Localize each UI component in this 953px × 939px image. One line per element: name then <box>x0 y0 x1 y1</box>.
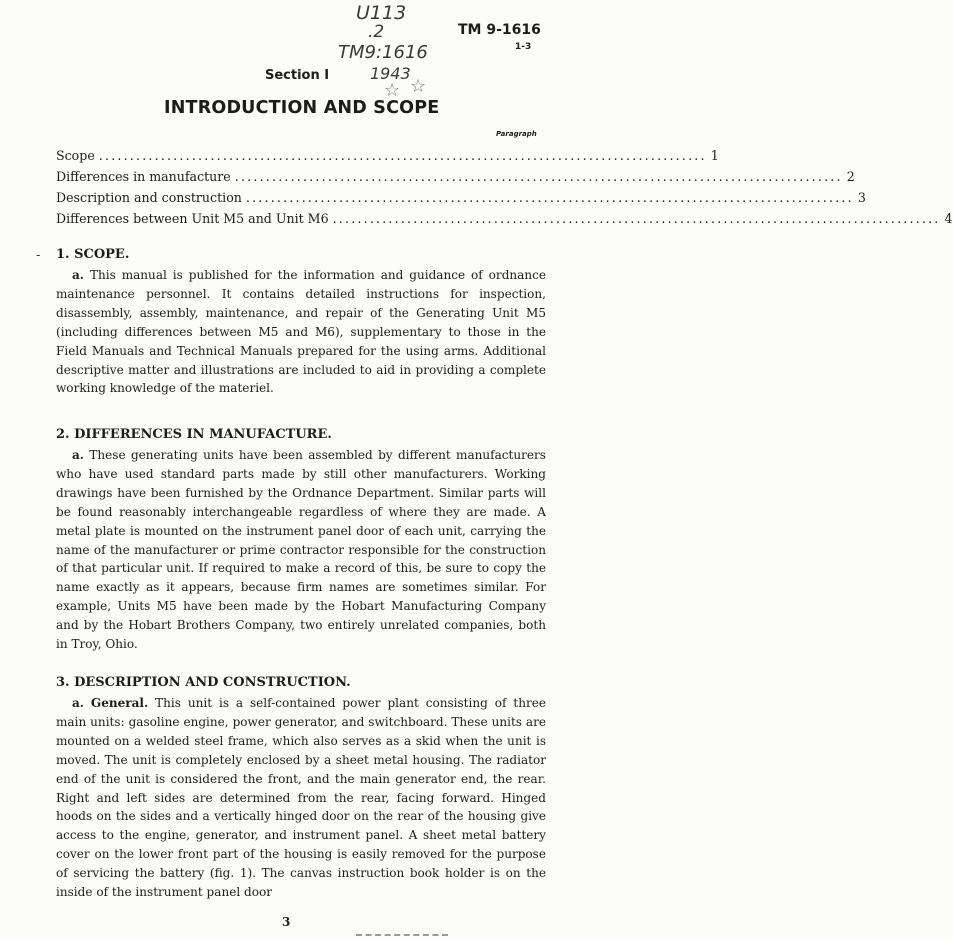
toc-label: Scope <box>56 148 95 163</box>
page-title: INTRODUCTION AND SCOPE <box>164 98 440 118</box>
paragraph-text: This manual is published for the information and guidance of ordnance maintenance personnel. It contains detailed instructions for inspection, disassembly, assembly, maintenance, and repair of the Generating Unit M5 (including differences between M5 and M6), supplementary to those in the Field Manuals and Technical Manuals prepared for the using arms. Additional descriptive matter and illustrations are included to aid in providing a complete working knowledge of the materiel. <box>56 268 546 396</box>
section-1-body <box>56 266 546 398</box>
stamp-star-icon: ☆ <box>410 76 427 97</box>
handwritten-tm-number: TM9:1616 <box>338 42 428 63</box>
toc-row <box>56 169 855 190</box>
toc-number: 2 <box>846 169 855 184</box>
toc-leader: .................................................................................................. <box>98 148 707 163</box>
subparagraph-letter: a. <box>72 268 84 282</box>
handwritten-year: 1943 <box>370 64 411 83</box>
section-1-heading: 1. SCOPE. <box>56 247 130 262</box>
toc-number: 4 <box>944 211 953 226</box>
section-3-heading: 3. DESCRIPTION AND CONSTRUCTION. <box>56 675 351 690</box>
toc-row <box>56 211 953 232</box>
toc-label: Differences in manufacture <box>56 169 231 184</box>
page-ref: 1-3 <box>515 42 532 52</box>
section-2-body <box>56 446 546 654</box>
toc-leader: .................................................................................................. <box>332 211 941 226</box>
margin-tick-mark: - <box>36 248 41 262</box>
paragraph-text: This unit is a self-contained power plant consisting of three main units: gasoline engine, power generator, and switchboard. These units are mounted on a welded steel frame, which also serves as a skid when the unit is moved. The unit is completely enclosed by a sheet metal housing. The radiator end of the unit is considered the front, and the main generator end, the rear. Right and left sides are determined from the rear, facing forward. Hinged hoods on the sides and a vertically hinged door on the rear of the housing give access to the engine, generator, and instrument panel. A sheet metal battery cover on the lower front part of the housing is easily removed for the purpose of servicing the battery (fig. 1). The canvas instruction book holder is on the inside of the instrument panel door <box>56 696 546 900</box>
toc-column-header: Paragraph <box>496 130 537 138</box>
toc <box>56 148 953 232</box>
toc-label: Differences between Unit M5 and Unit M6 <box>56 211 329 226</box>
toc-row <box>56 190 866 211</box>
toc-row <box>56 148 719 169</box>
toc-label: Description and construction <box>56 190 242 205</box>
section-3-body <box>56 694 546 902</box>
section-2-heading: 2. DIFFERENCES IN MANUFACTURE. <box>56 427 332 442</box>
toc-leader: .................................................................................................. <box>234 169 843 184</box>
handwritten-call-suffix: .2 <box>368 22 385 42</box>
subparagraph-letter: a. <box>72 448 84 462</box>
subparagraph-title: General. <box>90 696 149 710</box>
doc-id: TM 9-1616 <box>458 22 541 38</box>
toc-leader: .................................................................................................. <box>245 190 854 205</box>
stamp-star-icon: ☆ <box>384 80 401 101</box>
section-label: Section I <box>265 68 330 83</box>
subparagraph-letter: a. <box>72 696 84 710</box>
paragraph-text: These generating units have been assembled by different manufacturers who have used standard parts made by still other manufacturers. Working drawings have been furnished by the Ordnance Department. Similar parts will be found reasonably interchangeable regardless of where they are made. A metal plate is mounted on the instrument panel door of each unit, carrying the name of the manufacturer or prime contractor responsible for the construction of that particular unit. If required to make a record of this, be sure to copy the name exactly as it appears, because firm names are sometimes similar. For example, Units M5 have been made by the Hobart Manufacturing Company and by the Hobart Brothers Company, two entirely unrelated companies, both in Troy, Ohio. <box>56 448 546 652</box>
page-number: 3 <box>282 915 291 929</box>
handwritten-call-number: U113 <box>356 2 407 24</box>
toc-number: 1 <box>710 148 719 163</box>
toc-number: 3 <box>857 190 866 205</box>
bleed-through-mark <box>356 934 448 939</box>
